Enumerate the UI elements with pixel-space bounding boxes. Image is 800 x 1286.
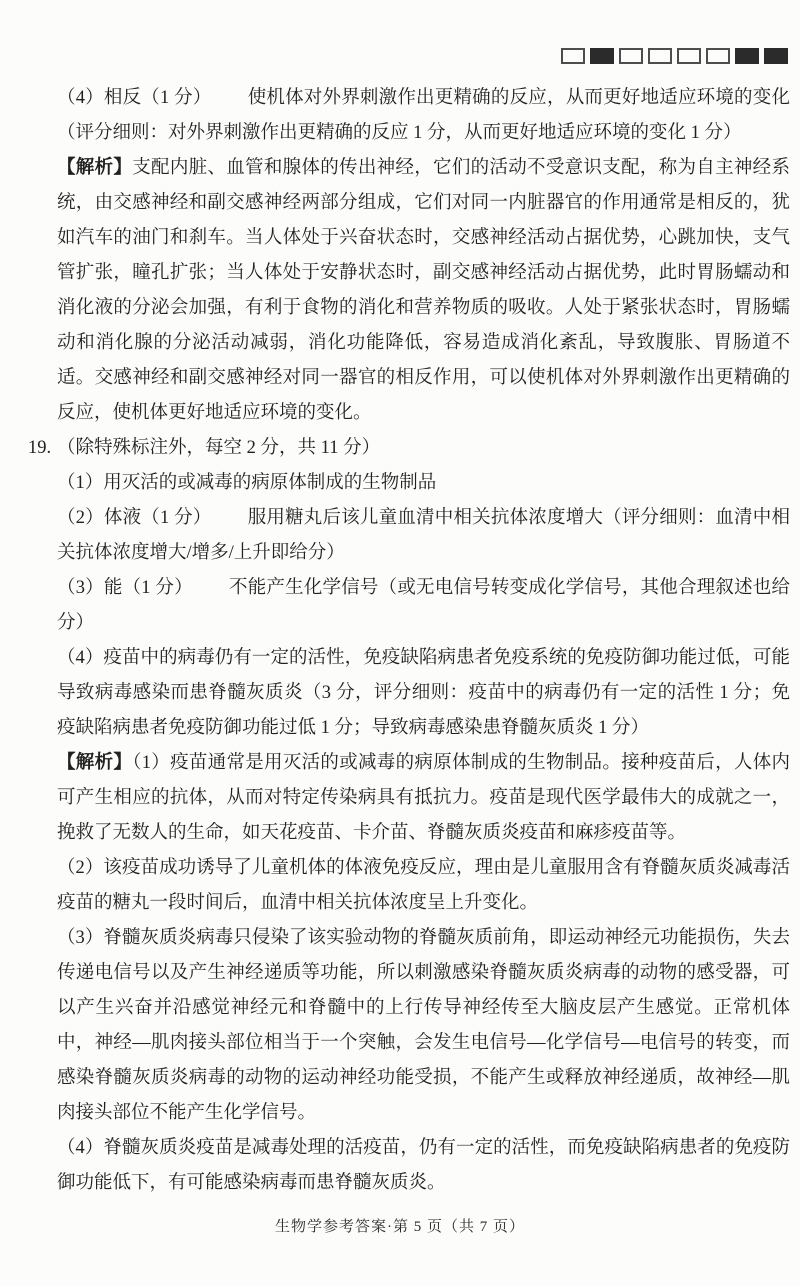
q19-item1: （1）用灭活的或减毒的病原体制成的生物制品 [57,473,437,493]
mark-box-empty [706,48,730,64]
mark-box-filled [764,48,788,64]
mark-box-filled [735,48,759,64]
q19-heading [28,431,790,466]
q19-analysis-p2: （2）该疫苗成功诱导了儿童机体的体液免疫反应，理由是儿童服用含有脊髓灰质炎减毒活疫苗的糖丸一段时间后，血清中相关抗体浓度呈上升变化。 [57,858,790,913]
mark-box-empty [561,48,585,64]
q19-item4: （4）疫苗中的病毒仍有一定的活性，免疫缺陷病患者免疫系统的免疫防御功能过低，可能导致病毒感染而患脊髓灰质炎（3 分，评分细则：疫苗中的病毒仍有一定的活性 1 分；免疫缺陷病患者免疫防御功能过低 1 分；导致病毒感染患脊髓灰质炎 1 分） [57,648,790,738]
q19-item2-answer: （2）体液（1 分） [57,508,212,528]
footer-text: 生物学参考答案·第 5 页（共 7 页） [275,1219,525,1235]
q19-item2 [57,501,790,571]
q19-item3-detail: 不能产生化学信号（或无电信号转变成化学信号，其他合理叙述也给分） [57,578,790,633]
q19-item3-answer: （3）能（1 分） [57,578,193,598]
q18-item4 [57,81,790,151]
mark-box-empty [619,48,643,64]
answer-content [28,81,790,1201]
q19-item3 [57,571,790,641]
q19-analysis-p1-text: （1）疫苗通常是用灭活的或减毒的病原体制成的生物制品。接种疫苗后，人体内可产生相应的抗体，从而对特定传染病具有抵抗力。疫苗是现代医学最伟大的成就之一，挽救了无数人的生命，如天花疫苗、卡介苗、脊髓灰质炎疫苗和麻疹疫苗等。 [57,753,790,843]
q18-analysis-text: 支配内脏、血管和腺体的传出神经，它们的活动不受意识支配，称为自主神经系统，由交感神经和副交感神经两部分组成，它们对同一内脏器官的作用通常是相反的，犹如汽车的油门和刹车。当人体处于兴奋状态时，交感神经活动占据优势，心跳加快，支气管扩张，瞳孔扩张；当人体处于安静状态时，副交感神经活动占据优势，此时胃肠蠕动和消化液的分泌会加强，有利于食物的消化和营养物质的吸收。人处于紧张状态时，胃肠蠕动和消化腺的分泌活动减弱，消化功能降低，容易造成消化紊乱，导致腹胀、胃肠道不适。交感神经和副交感神经对同一器官的相反作用，可以使机体对外界刺激作出更精确的反应，使机体更好地适应环境的变化。 [57,158,790,423]
q19-analysis-p4: （4）脊髓灰质炎疫苗是减毒处理的活疫苗，仍有一定的活性，而免疫缺陷病患者的免疫防御功能低下，有可能感染病毒而患脊髓灰质炎。 [57,1138,790,1193]
q19-analysis-p3: （3）脊髓灰质炎病毒只侵染了该实验动物的脊髓灰质前角，即运动神经元功能损伤，失去传递电信号以及产生神经递质等功能，所以刺激感染脊髓灰质炎病毒的动物的感受器，可以产生兴奋并沿感觉神经元和脊髓中的上行传导神经传至大脑皮层产生感觉。正常机体中，神经—肌肉接头部位相当于一个突触，会发生电信号—化学信号—电信号的转变，而感染脊髓灰质炎病毒的动物的运动神经功能受损，不能产生或释放神经递质，故神经—肌肉接头部位不能产生化学信号。 [57,928,790,1123]
q18-item4-answer: （4）相反（1 分） [57,88,212,108]
q18-item4-detail: 使机体对外界刺激作出更精确的反应，从而更好地适应环境的变化（评分细则：对外界刺激作出更精确的反应 1 分，从而更好地适应环境的变化 1 分） [57,88,790,143]
q19-analysis-p1 [57,746,790,851]
q19-item2-detail: 服用糖丸后该儿童血清中相关抗体浓度增大（评分细则：血清中相关抗体浓度增大/增多/上升即给分） [57,508,790,563]
analysis-label: 【解析】 [57,158,133,178]
analysis-label: 【解析】 [57,753,133,773]
mark-box-empty [648,48,672,64]
page-footer [0,1215,800,1240]
q19-number: 19. [28,438,52,458]
answer-sheet-marks [561,48,788,64]
mark-box-filled [590,48,614,64]
mark-box-empty [677,48,701,64]
q19-heading-text: （除特殊标注外，每空 2 分，共 11 分） [57,438,381,458]
q18-analysis [57,151,790,431]
